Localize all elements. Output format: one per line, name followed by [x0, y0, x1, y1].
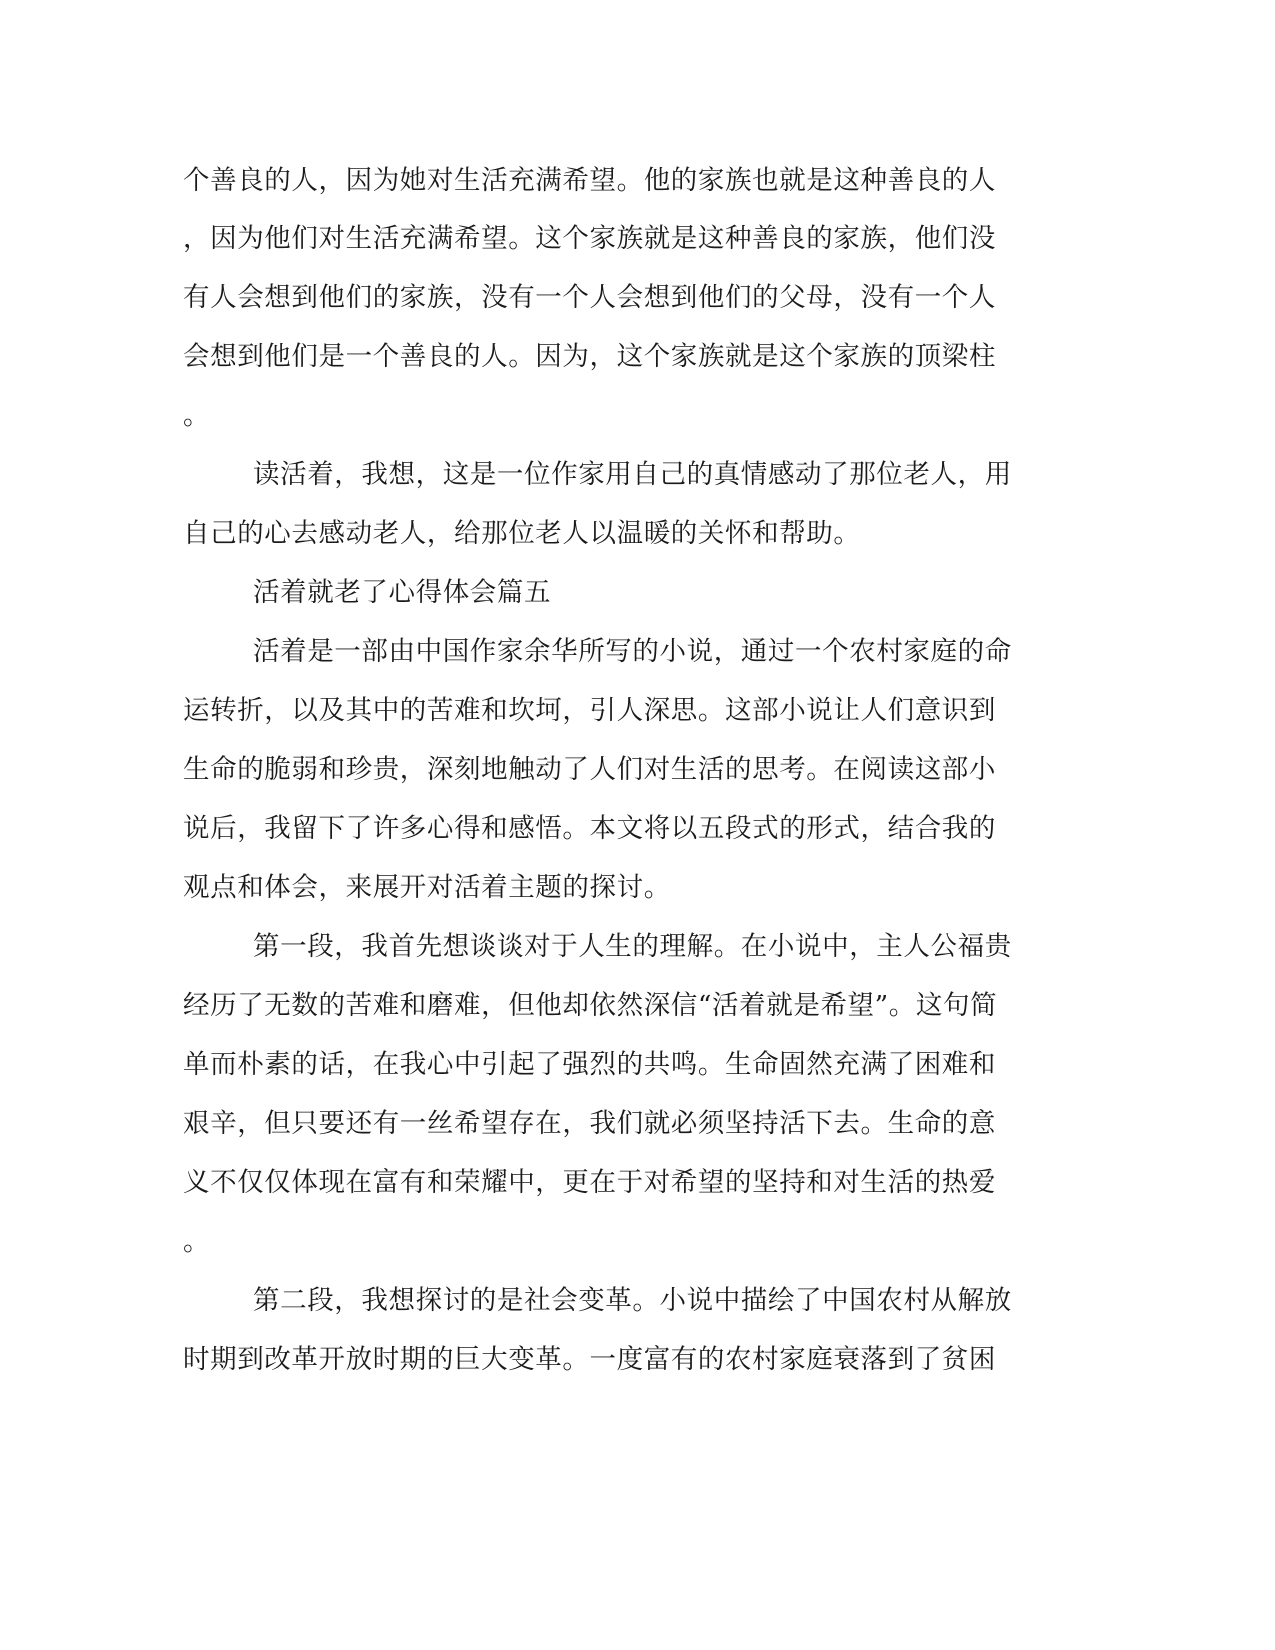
text-line-7: 自己的心去感动老人，给那位老人以温暖的关怀和帮助。: [183, 518, 861, 549]
paragraph-start-line: 读活着，我想，这是一位作家用自己的真情感动了那位老人，用: [253, 459, 1012, 490]
text-line-17: 艰辛，但只要还有一丝希望存在，我们就必须坚持活下去。生命的意: [183, 1108, 996, 1139]
text-line-5: 。: [183, 400, 211, 431]
text-line-2: ，因为他们对生活充满希望。这个家族就是这种善良的家族，他们没: [183, 223, 996, 254]
text-line-3: 有人会想到他们的家族，没有一个人会想到他们的父母，没有一个人: [183, 282, 996, 313]
text-line-11: 生命的脆弱和珍贵，深刻地触动了人们对生活的思考。在阅读这部小: [183, 754, 996, 785]
paragraph-start-line: 第二段，我想探讨的是社会变革。小说中描绘了中国农村从解放: [253, 1285, 1012, 1316]
paragraph-start-line: 第一段，我首先想谈谈对于人生的理解。在小说中，主人公福贵: [253, 931, 1012, 962]
text-line-10: 运转折，以及其中的苦难和坎坷，引人深思。这部小说让人们意识到: [183, 695, 996, 726]
paragraph-start-line: 活着是一部由中国作家余华所写的小说，通过一个农村家庭的命: [253, 636, 1012, 667]
section-heading: 活着就老了心得体会篇五: [253, 577, 552, 608]
text-line-15: 经历了无数的苦难和磨难，但他却依然深信“活着就是希望”。这句简: [183, 990, 998, 1021]
text-line-4: 会想到他们是一个善良的人。因为，这个家族就是这个家族的顶梁柱: [183, 341, 996, 372]
text-line-18: 义不仅仅体现在富有和荣耀中，更在于对希望的坚持和对生活的热爱: [183, 1167, 996, 1198]
text-line-16: 单而朴素的话，在我心中引起了强烈的共鸣。生命固然充满了困难和: [183, 1049, 996, 1080]
text-line-12: 说后，我留下了许多心得和感悟。本文将以五段式的形式，结合我的: [183, 813, 996, 844]
text-line-19: 。: [183, 1226, 211, 1257]
text-line-21: 时期到改革开放时期的巨大变革。一度富有的农村家庭衰落到了贫困: [183, 1344, 996, 1375]
text-line-13: 观点和体会，来展开对活着主题的探讨。: [183, 872, 671, 903]
text-line-1: 个善良的人，因为她对生活充满希望。他的家族也就是这种善良的人: [183, 165, 996, 196]
